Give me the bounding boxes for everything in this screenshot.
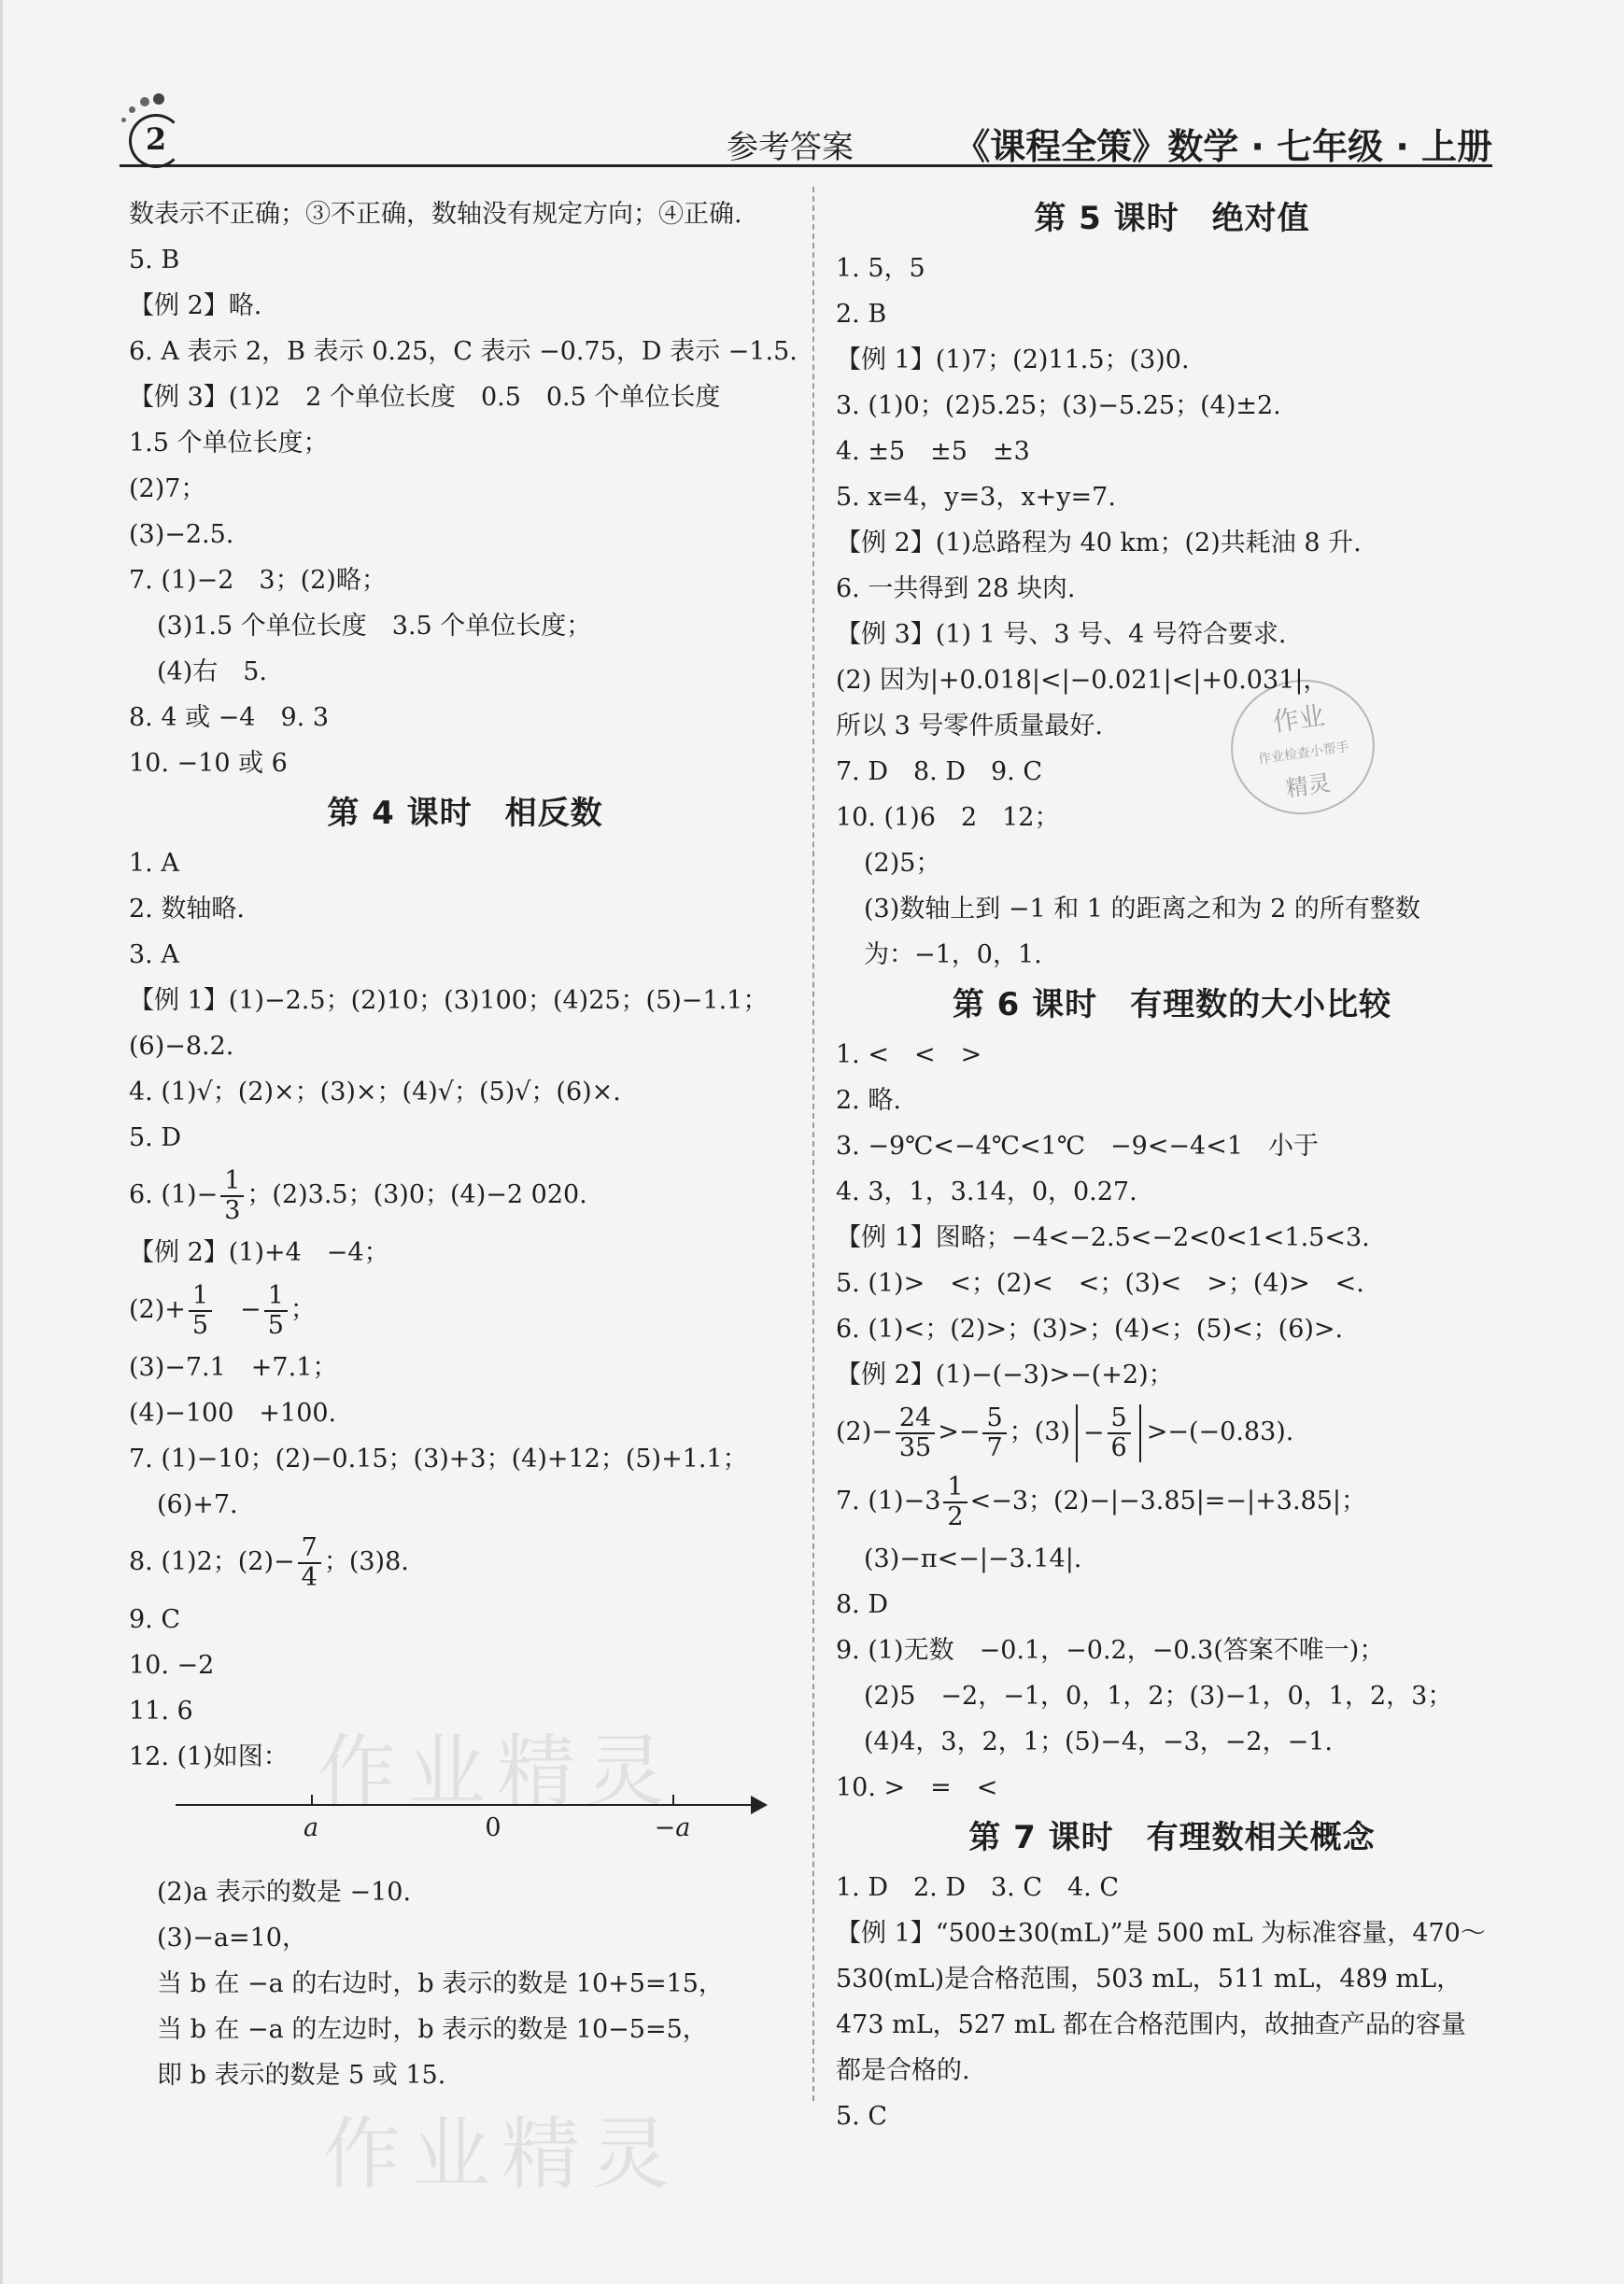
answer-line-fraction [129, 1528, 801, 1597]
answer-line: 8. 4 或 −4 9. 3 [129, 703, 330, 732]
answer-line: 5. C [836, 2102, 888, 2131]
answer-line: 10. −10 或 6 [129, 749, 288, 778]
answer-line: 7. (1)−10；(2)−0.15；(3)+3；(4)+12；(5)+1.1； [129, 1445, 748, 1473]
answer-line-fraction [836, 1398, 1508, 1467]
absolute-value: − $\frac{5}{6}$ [1076, 1404, 1141, 1462]
fraction: $\frac{1}{5}$ [264, 1282, 288, 1340]
answer-line: (3)1.5 个单位长度 3.5 个单位长度； [157, 612, 592, 641]
answer-line: (3)−π<−|−3.14|. [864, 1544, 1082, 1573]
answer-line: 5. D [129, 1123, 181, 1152]
answer-line: 11. 6 [129, 1697, 193, 1726]
answer-line: 【例 2】(1)总路程为 40 km；(2)共耗油 8 升. [836, 529, 1362, 557]
header-book-title: 《课程全策》数学 · 七年级 · 上册 [954, 126, 1492, 167]
answer-line: 1. 5，5 [836, 254, 925, 283]
answer-line: 【例 1】图略；−4<−2.5<−2<0<1<1.5<3. [836, 1223, 1370, 1252]
answer-line: 473 mL，527 mL 都在合格范围内，故抽查产品的容量 [836, 2010, 1466, 2039]
answer-line: (4)右 5. [157, 657, 268, 686]
answer-line: (6)−8.2. [129, 1032, 234, 1061]
answer-line: (3)数轴上到 −1 和 1 的距离之和为 2 的所有整数 [864, 895, 1420, 923]
answer-line: 7. (1)−2 3；(2)略； [129, 566, 387, 595]
tick-label-a: a [303, 1813, 319, 1842]
section-title-lesson-5: 第 5 课时 绝对值 [1034, 200, 1310, 237]
answer-line: 为：−1，0，1. [864, 940, 1042, 969]
answer-line: 【例 1】(1)7；(2)11.5；(3)0. [836, 345, 1190, 374]
answer-line: 【例 1】(1)−2.5；(2)10；(3)100；(4)25；(5)−1.1； [129, 986, 769, 1015]
answer-line: (6)+7. [157, 1490, 238, 1519]
column-divider [812, 187, 814, 2101]
answer-line: 4. ±5 ±5 ±3 [836, 437, 1030, 466]
answer-line: 3. A [129, 940, 179, 969]
text-segment: ； [289, 1295, 316, 1324]
answer-line: 【例 2】(1)+4 −4； [129, 1238, 389, 1267]
answer-line: 即 b 表示的数是 5 或 15. [157, 2061, 446, 2090]
text-segment: ；(2)3.5；(3)0；(4)−2 020. [247, 1180, 587, 1209]
answer-line: 3. −9℃<−4℃<1℃ −9<−4<1 小于 [836, 1132, 1320, 1161]
fraction: $\frac{7}{4}$ [298, 1534, 321, 1592]
answer-line: 1. A [129, 849, 179, 878]
watermark: 作业精灵 [322, 2108, 682, 2200]
fraction: $\frac{1}{2}$ [943, 1473, 967, 1531]
page-number: 2 [145, 121, 167, 157]
answer-line: 5. x=4，y=3，x+y=7. [836, 483, 1116, 512]
answer-line: 530(mL)是合格范围，503 mL，511 mL，489 mL， [836, 1965, 1462, 1994]
stamp-text: 作业检查小帮手 [1257, 740, 1350, 768]
answer-line: 当 b 在 −a 的左边时，b 表示的数是 10−5=5， [157, 2015, 708, 2044]
answer-line: 【例 3】(1) 1 号、3 号、4 号符合要求. [836, 620, 1287, 649]
answer-line: 都是合格的. [836, 2056, 970, 2085]
text-segment: >− [938, 1417, 981, 1446]
stamp-text: 精灵 [1284, 769, 1333, 802]
answer-line: 8. D [836, 1590, 888, 1619]
fraction: $\frac{5}{6}$ [1108, 1404, 1131, 1462]
answer-line: 数表示不正确；③不正确，数轴没有规定方向；④正确. [129, 200, 742, 229]
answer-line: (3)−a=10， [157, 1924, 307, 1953]
answer-line: 2. B [836, 300, 887, 329]
text-segment: (2)+ [129, 1295, 186, 1324]
text-segment: − [215, 1295, 261, 1324]
text-segment: ；(3)8. [323, 1547, 409, 1576]
section-title-lesson-7: 第 7 课时 有理数相关概念 [968, 1819, 1376, 1856]
answer-line: 6. A 表示 2，B 表示 0.25，C 表示 −0.75，D 表示 −1.5. [129, 337, 798, 366]
answer-line: 【例 1】“500±30(mL)”是 500 mL 为标准容量，470～ [836, 1919, 1486, 1948]
answer-line-fraction [129, 1276, 801, 1345]
tick-a [311, 1795, 313, 1804]
answer-line-fraction [836, 1467, 1508, 1536]
fraction: $\frac{24}{35}$ [896, 1404, 935, 1462]
answer-line: (4)−100 +100. [129, 1399, 337, 1428]
answer-line: 1.5 个单位长度； [129, 429, 329, 458]
answer-line: 2. 数轴略. [129, 895, 245, 923]
section-title-lesson-4: 第 4 课时 相反数 [327, 795, 603, 832]
answer-line: 【例 2】(1)−(−3)>−(+2)； [836, 1361, 1174, 1389]
answer-line: 3. (1)0；(2)5.25；(3)−5.25；(4)±2. [836, 391, 1281, 420]
answer-line: (4)4，3，2，1；(5)−4，−3，−2，−1. [864, 1727, 1333, 1756]
answer-line: (3)−2.5. [129, 520, 234, 549]
text-segment: 8. (1)2；(2)− [129, 1547, 295, 1576]
text-segment: <−3；(2)−|−3.85|=−|+3.85|； [969, 1487, 1366, 1516]
fraction: $\frac{1}{5}$ [189, 1282, 212, 1340]
answer-line: 10. > = < [836, 1773, 998, 1802]
text-segment: 6. (1)− [129, 1180, 219, 1209]
answer-line: 10. −2 [129, 1651, 215, 1680]
text-segment: ；(3) [1009, 1417, 1070, 1446]
answer-line: 【例 3】(1)2 2 个单位长度 0.5 0.5 个单位长度 [129, 383, 721, 412]
answer-line: 所以 3 号零件质量最好. [836, 712, 1103, 740]
tick-label-zero: 0 [485, 1813, 501, 1842]
answer-line: 5. B [129, 246, 180, 275]
tick-label-neg-a: −a [654, 1813, 691, 1842]
right-column [836, 191, 1508, 2139]
answer-line: 12. (1)如图： [129, 1742, 289, 1771]
answer-line: (2)a 表示的数是 −10. [157, 1878, 412, 1907]
answer-line: 9. (1)无数 −0.1，−0.2，−0.3(答案不唯一)； [836, 1636, 1385, 1665]
answer-line: (3)−7.1 +7.1； [129, 1353, 338, 1382]
fraction: $\frac{5}{7}$ [982, 1404, 1006, 1462]
answer-line: 5. (1)> <；(2)< <；(3)< >；(4)> <. [836, 1269, 1364, 1298]
answer-line: 1. < < > [836, 1040, 982, 1069]
answer-line: (2)7； [129, 474, 206, 503]
watermark: 作业精灵 [318, 1726, 677, 1817]
answer-line: (2) 因为|+0.018|<|−0.021|<|+0.031|， [836, 666, 1329, 695]
stamp-text: 作业 [1270, 699, 1327, 739]
answer-line: 4. (1)√；(2)×；(3)×；(4)√；(5)√；(6)×. [129, 1078, 621, 1107]
text-segment: (2)− [836, 1417, 893, 1446]
answer-line: 2. 略. [836, 1086, 901, 1115]
answer-line: 4. 3，1，3.14，0，0.27. [836, 1177, 1137, 1206]
number-line-arrow-icon [751, 1796, 768, 1814]
answer-line: 当 b 在 −a 的右边时，b 表示的数是 10+5=15， [157, 1969, 724, 1998]
answer-line: 【例 2】略. [129, 291, 262, 320]
answer-line: 6. (1)<；(2)>；(3)>；(4)<；(5)<；(6)>. [836, 1315, 1344, 1344]
page-header [120, 93, 1492, 177]
answer-line: (2)5； [864, 849, 941, 878]
answer-line: 6. 一共得到 28 块肉. [836, 574, 1076, 603]
answer-line: 9. C [129, 1605, 181, 1634]
header-center-title: 参考答案 [727, 129, 854, 166]
header-rule [120, 164, 1492, 167]
text-segment: >−(−0.83). [1146, 1417, 1294, 1446]
answer-line: (2)5 −2，−1，0，1，2；(3)−1，0，1，2，3； [864, 1682, 1453, 1711]
fraction: $\frac{1}{3}$ [220, 1167, 244, 1225]
answer-line: 10. (1)6 2 12； [836, 803, 1060, 832]
section-title-lesson-6: 第 6 课时 有理数的大小比较 [952, 986, 1392, 1023]
answer-line: 7. D 8. D 9. C [836, 757, 1042, 786]
answer-line-fraction [129, 1161, 801, 1230]
answer-line: 1. D 2. D 3. C 4. C [836, 1873, 1119, 1902]
text-segment: 7. (1)−3 [836, 1487, 941, 1516]
